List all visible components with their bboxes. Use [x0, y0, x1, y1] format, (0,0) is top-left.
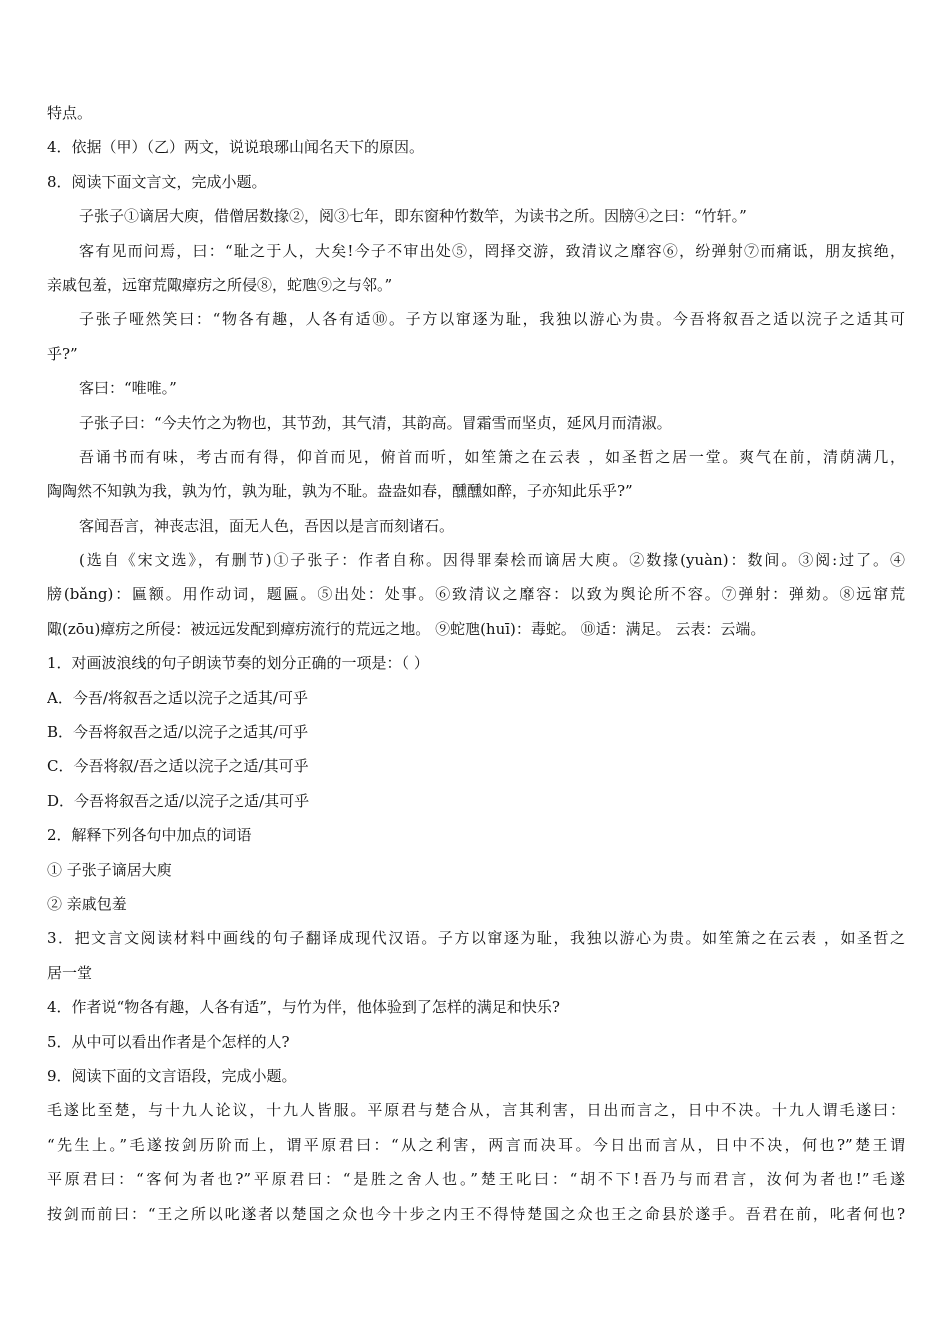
- passage-line: 吾诵书而有味，考古而有得，仰首而见，俯首而听，如笙箫之在云表 ，如圣哲之居一堂。爽气在前，清荫满几，: [79, 447, 905, 466]
- question-line: 居一堂: [47, 963, 93, 982]
- note-line: 牓(bǎng)：匾额。用作动词，题匾。⑤出处：处事。⑥致清议之靡容：以致为舆论所不容。⑦弹射：弹劾。⑧远窜荒: [47, 585, 905, 604]
- question-line: ② 亲戚包羞: [47, 894, 127, 913]
- question-line: 9．阅读下面的文言语段，完成小题。: [47, 1066, 297, 1085]
- passage-line: 平原君曰：“客何为者也?”平原君曰：“是胜之舍人也。”楚王叱曰：“胡不下!吾乃与而君言，汝何为者也!”毛遂: [47, 1170, 905, 1189]
- passage-line: 子张子①谪居大庾，借僧居数掾②，阅③七年，即东窗种竹数竿，为读书之所。因牓④之曰：“竹轩。”: [79, 207, 747, 226]
- question-line: 2．解释下列各句中加点的词语: [47, 826, 252, 845]
- option-line: C．今吾将叙/吾之适以浣子之适/其可乎: [47, 757, 309, 776]
- passage-line: 客闻吾言，神丧志沮，面无人色，吾因以是言而刻诸石。: [79, 516, 455, 535]
- question-line: 8．阅读下面文言文，完成小题。: [47, 172, 267, 191]
- question-line: 5．从中可以看出作者是个怎样的人?: [47, 1032, 290, 1051]
- option-line: B．今吾将叙吾之适/以浣子之适其/可乎: [47, 723, 309, 742]
- passage-line: 亲戚包羞，远窜荒陬瘴疠之所侵⑧，蛇虺⑨之与邻。”: [47, 275, 393, 294]
- text-line: 特点。: [47, 104, 93, 122]
- question-line: 3．把文言文阅读材料中画线的句子翻译成现代汉语。子方以窜逐为耻，我独以游心为贵。如笙箫之在云表 ，如圣哲之: [47, 929, 905, 948]
- question-line: 4．依据（甲）（乙）两文，说说琅琊山闻名天下的原因。: [47, 138, 425, 157]
- passage-line: 乎?”: [47, 344, 78, 363]
- note-line: (选自《宋文选》，有删节)①子张子：作者自称。因得罪秦桧而谪居大庾。②数掾(yuàn)：数间。③阅:过了。④: [79, 551, 905, 570]
- passage-line: 陶陶然不知孰为我，孰为竹，孰为耻，孰为不耻。盎盎如春，醺醺如醉，子亦知此乐乎?”: [47, 482, 633, 501]
- note-line: 陬(zōu)瘴疠之所侵：被远远发配到瘴疠流行的荒远之地。 ⑨蛇虺(huī)：毒蛇。 ⑩适：满足。 云表：云端。: [47, 619, 766, 638]
- question-line: ① 子张子谪居大庾: [47, 860, 172, 879]
- passage-line: 子张子哑然笑曰：“物各有趣，人各有适⑩。子方以窜逐为耻，我独以游心为贵。今吾将叙吾之适以浣子之适其可: [79, 310, 905, 329]
- question-line: 1．对画波浪线的句子朗读节奏的划分正确的一项是：（ ）: [47, 654, 429, 673]
- option-line: A．今吾/将叙吾之适以浣子之适其/可乎: [47, 688, 308, 707]
- passage-line: 客曰：“唯唯。”: [79, 379, 177, 398]
- option-line: D．今吾将叙吾之适/以浣子之适/其可乎: [47, 791, 310, 810]
- passage-line: 毛遂比至楚，与十九人论议，十九人皆服。平原君与楚合从，言其利害，日出而言之，日中不决。十九人谓毛遂曰：: [47, 1101, 905, 1120]
- passage-line: “先生上。”毛遂按剑历阶而上，谓平原君曰：“从之利害，两言而决耳。今日出而言从，日中不决，何也?”楚王谓: [47, 1135, 905, 1154]
- passage-line: 按剑而前曰：“王之所以叱遂者以楚国之众也今十步之内王不得恃楚国之众也王之命县於遂手。吾君在前，叱者何也?: [47, 1204, 905, 1223]
- question-line: 4．作者说“物各有趣，人各有适”，与竹为伴，他体验到了怎样的满足和快乐?: [47, 998, 560, 1017]
- passage-line: 子张子曰：“今夫竹之为物也，其节劲，其气清，其韵高。冒霜雪而坚贞，延风月而清淑。: [79, 413, 672, 432]
- document-page: [47, 96, 905, 1231]
- passage-line: 客有见而问焉，曰：“耻之于人，大矣!今子不审出处⑤，罔择交游，致清议之靡容⑥，纷弹射⑦而痛诋，朋友摈绝，: [79, 241, 905, 260]
